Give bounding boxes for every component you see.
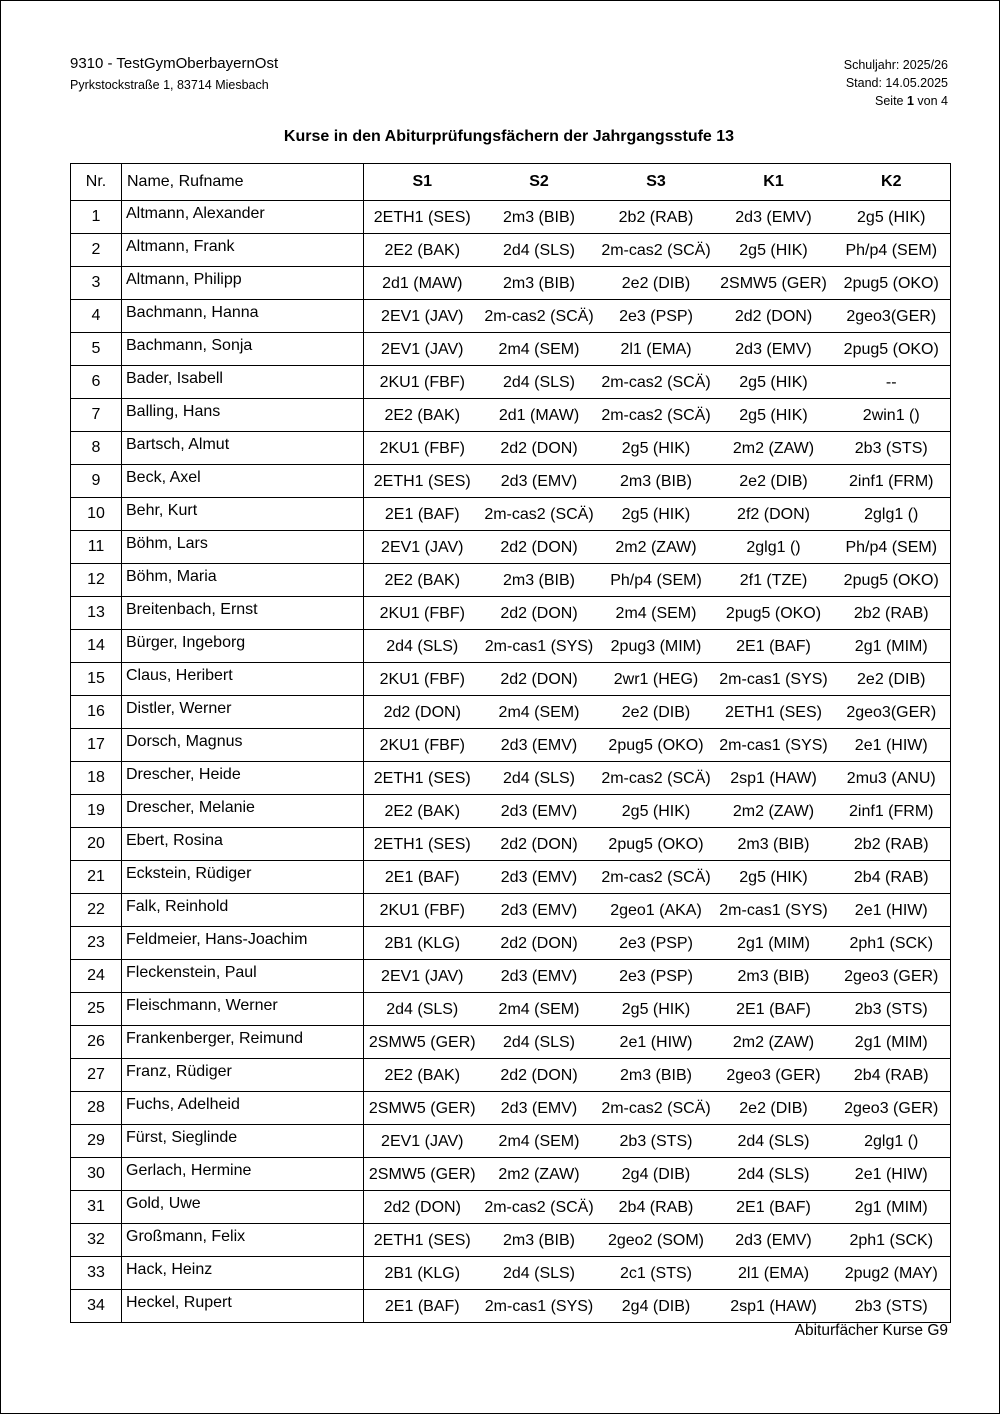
cell-s2: 2d3 (EMV) [481, 795, 598, 828]
cell-name: Böhm, Maria [122, 564, 364, 597]
cell-k2: 2ph1 (SCK) [833, 927, 951, 960]
table-row [71, 564, 951, 597]
cell-s3: 2wr1 (HEG) [598, 663, 715, 696]
table-row [71, 762, 951, 795]
cell-k1: 2d4 (SLS) [715, 1158, 833, 1191]
cell-s1: 2KU1 (FBF) [364, 366, 481, 399]
cell-k1: 2d3 (EMV) [715, 201, 833, 234]
table-row [71, 1191, 951, 1224]
cell-s2: 2m-cas2 (SCÄ) [481, 498, 598, 531]
table-row [71, 597, 951, 630]
cell-name: Dorsch, Magnus [122, 729, 364, 762]
cell-s3: 2b4 (RAB) [598, 1191, 715, 1224]
cell-s1: 2d2 (DON) [364, 1191, 481, 1224]
cell-name: Böhm, Lars [122, 531, 364, 564]
cell-s3: 2e3 (PSP) [598, 927, 715, 960]
cell-s2: 2d1 (MAW) [481, 399, 598, 432]
cell-nr: 1 [71, 201, 122, 234]
cell-name: Fürst, Sieglinde [122, 1125, 364, 1158]
cell-name: Großmann, Felix [122, 1224, 364, 1257]
cell-s2: 2m-cas1 (SYS) [481, 630, 598, 663]
cell-s2: 2m-cas1 (SYS) [481, 1290, 598, 1323]
column-header-s3: S3 [598, 164, 715, 201]
cell-s2: 2d3 (EMV) [481, 861, 598, 894]
cell-k2: 2g5 (HIK) [833, 201, 951, 234]
cell-s2: 2m3 (BIB) [481, 201, 598, 234]
cell-nr: 13 [71, 597, 122, 630]
cell-s1: 2E1 (BAF) [364, 1290, 481, 1323]
table-row [71, 531, 951, 564]
cell-s3: 2m-cas2 (SCÄ) [598, 861, 715, 894]
cell-name: Heckel, Rupert [122, 1290, 364, 1323]
table-row [71, 399, 951, 432]
cell-nr: 30 [71, 1158, 122, 1191]
cell-s2: 2m-cas2 (SCÄ) [481, 300, 598, 333]
column-header-k2: K2 [833, 164, 951, 201]
page-indicator [844, 92, 948, 110]
cell-s1: 2ETH1 (SES) [364, 1224, 481, 1257]
cell-k2: 2geo3(GER) [833, 300, 951, 333]
table-row [71, 1125, 951, 1158]
cell-k1: 2m-cas1 (SYS) [715, 894, 833, 927]
cell-s2: 2d2 (DON) [481, 663, 598, 696]
cell-s2: 2m4 (SEM) [481, 696, 598, 729]
cell-name: Gerlach, Hermine [122, 1158, 364, 1191]
cell-s3: 2m-cas2 (SCÄ) [598, 234, 715, 267]
cell-s3: 2geo2 (SOM) [598, 1224, 715, 1257]
cell-nr: 32 [71, 1224, 122, 1257]
cell-nr: 31 [71, 1191, 122, 1224]
cell-s2: 2m3 (BIB) [481, 1224, 598, 1257]
table-row [71, 498, 951, 531]
cell-name: Fuchs, Adelheid [122, 1092, 364, 1125]
cell-s3: 2pug5 (OKO) [598, 729, 715, 762]
cell-s2: 2d2 (DON) [481, 1059, 598, 1092]
cell-k2: Ph/p4 (SEM) [833, 234, 951, 267]
cell-s1: 2SMW5 (GER) [364, 1026, 481, 1059]
cell-k2: 2e1 (HIW) [833, 1158, 951, 1191]
cell-name: Fleckenstein, Paul [122, 960, 364, 993]
cell-k1: 2E1 (BAF) [715, 630, 833, 663]
cell-s1: 2d1 (MAW) [364, 267, 481, 300]
cell-s2: 2d3 (EMV) [481, 1092, 598, 1125]
cell-nr: 2 [71, 234, 122, 267]
column-header-nr: Nr. [71, 164, 122, 201]
cell-name: Balling, Hans [122, 399, 364, 432]
cell-s2: 2d3 (EMV) [481, 465, 598, 498]
table-row [71, 1026, 951, 1059]
cell-name: Beck, Axel [122, 465, 364, 498]
cell-name: Hack, Heinz [122, 1257, 364, 1290]
cell-s2: 2d4 (SLS) [481, 366, 598, 399]
cell-k2: 2win1 () [833, 399, 951, 432]
cell-s2: 2m3 (BIB) [481, 564, 598, 597]
cell-k2: 2pug5 (OKO) [833, 267, 951, 300]
table-row [71, 894, 951, 927]
cell-k1: 2f1 (TZE) [715, 564, 833, 597]
cell-k2: 2mu3 (ANU) [833, 762, 951, 795]
cell-nr: 9 [71, 465, 122, 498]
cell-s3: 2g5 (HIK) [598, 498, 715, 531]
cell-s1: 2ETH1 (SES) [364, 762, 481, 795]
table-row [71, 729, 951, 762]
cell-k2: 2ph1 (SCK) [833, 1224, 951, 1257]
cell-k2: 2geo3 (GER) [833, 1092, 951, 1125]
cell-name: Feldmeier, Hans-Joachim [122, 927, 364, 960]
cell-k2: 2inf1 (FRM) [833, 465, 951, 498]
cell-nr: 27 [71, 1059, 122, 1092]
cell-k1: 2m-cas1 (SYS) [715, 663, 833, 696]
cell-s1: 2EV1 (JAV) [364, 333, 481, 366]
cell-s2: 2d3 (EMV) [481, 729, 598, 762]
cell-nr: 22 [71, 894, 122, 927]
cell-s3: 2l1 (EMA) [598, 333, 715, 366]
cell-name: Breitenbach, Ernst [122, 597, 364, 630]
cell-s1: 2EV1 (JAV) [364, 960, 481, 993]
table-row [71, 630, 951, 663]
cell-k1: 2g5 (HIK) [715, 399, 833, 432]
cell-s2: 2d4 (SLS) [481, 762, 598, 795]
table-row [71, 663, 951, 696]
cell-s3: 2e2 (DIB) [598, 267, 715, 300]
cell-k1: 2d3 (EMV) [715, 333, 833, 366]
cell-k2: 2b3 (STS) [833, 1290, 951, 1323]
cell-k1: 2m2 (ZAW) [715, 432, 833, 465]
cell-name: Gold, Uwe [122, 1191, 364, 1224]
column-header-s2: S2 [481, 164, 598, 201]
cell-s2: 2d2 (DON) [481, 597, 598, 630]
cell-k2: 2pug5 (OKO) [833, 333, 951, 366]
cell-nr: 17 [71, 729, 122, 762]
cell-name: Altmann, Frank [122, 234, 364, 267]
table-row [71, 993, 951, 1026]
school-name: 9310 - TestGymOberbayernOst [70, 55, 279, 72]
table-row [71, 234, 951, 267]
cell-s2: 2m4 (SEM) [481, 1125, 598, 1158]
cell-nr: 33 [71, 1257, 122, 1290]
cell-name: Falk, Reinhold [122, 894, 364, 927]
cell-s1: 2E1 (BAF) [364, 498, 481, 531]
cell-k2: 2geo3 (GER) [833, 960, 951, 993]
cell-k1: 2m-cas1 (SYS) [715, 729, 833, 762]
table-row [71, 927, 951, 960]
cell-s1: 2E2 (BAK) [364, 1059, 481, 1092]
cell-name: Altmann, Alexander [122, 201, 364, 234]
cell-k1: 2d4 (SLS) [715, 1125, 833, 1158]
cell-nr: 18 [71, 762, 122, 795]
cell-name: Bachmann, Hanna [122, 300, 364, 333]
cell-k1: 2g1 (MIM) [715, 927, 833, 960]
cell-name: Bartsch, Almut [122, 432, 364, 465]
cell-s1: 2ETH1 (SES) [364, 201, 481, 234]
cell-s1: 2EV1 (JAV) [364, 531, 481, 564]
cell-s1: 2EV1 (JAV) [364, 1125, 481, 1158]
cell-s1: 2EV1 (JAV) [364, 300, 481, 333]
cell-k2: 2e2 (DIB) [833, 663, 951, 696]
cell-k2: 2inf1 (FRM) [833, 795, 951, 828]
cell-k2: 2g1 (MIM) [833, 630, 951, 663]
footer-label: Abiturfächer Kurse G9 [794, 1322, 948, 1339]
cell-s3: 2g4 (DIB) [598, 1158, 715, 1191]
cell-nr: 24 [71, 960, 122, 993]
cell-s1: 2B1 (KLG) [364, 1257, 481, 1290]
cell-name: Fleischmann, Werner [122, 993, 364, 1026]
cell-nr: 19 [71, 795, 122, 828]
cell-s2: 2d2 (DON) [481, 927, 598, 960]
cell-nr: 14 [71, 630, 122, 663]
table-row [71, 1059, 951, 1092]
cell-name: Bachmann, Sonja [122, 333, 364, 366]
cell-s3: 2b2 (RAB) [598, 201, 715, 234]
cell-nr: 16 [71, 696, 122, 729]
cell-name: Ebert, Rosina [122, 828, 364, 861]
cell-nr: 6 [71, 366, 122, 399]
cell-s3: 2g5 (HIK) [598, 993, 715, 1026]
cell-s3: 2e3 (PSP) [598, 960, 715, 993]
cell-nr: 20 [71, 828, 122, 861]
cell-name: Bader, Isabell [122, 366, 364, 399]
cell-k2: 2glg1 () [833, 1125, 951, 1158]
cell-s3: 2e3 (PSP) [598, 300, 715, 333]
cell-s3: 2pug3 (MIM) [598, 630, 715, 663]
cell-nr: 26 [71, 1026, 122, 1059]
cell-s2: 2d2 (DON) [481, 828, 598, 861]
column-header-name: Name, Rufname [122, 164, 364, 201]
cell-s2: 2d4 (SLS) [481, 234, 598, 267]
cell-s1: 2d2 (DON) [364, 696, 481, 729]
cell-name: Drescher, Heide [122, 762, 364, 795]
cell-s3: 2c1 (STS) [598, 1257, 715, 1290]
cell-name: Eckstein, Rüdiger [122, 861, 364, 894]
cell-k1: 2pug5 (OKO) [715, 597, 833, 630]
cell-s3: 2m3 (BIB) [598, 1059, 715, 1092]
school-address: Pyrkstockstraße 1, 83714 Miesbach [70, 78, 269, 92]
cell-k2: 2b2 (RAB) [833, 597, 951, 630]
table-row [71, 300, 951, 333]
cell-nr: 11 [71, 531, 122, 564]
cell-k1: 2l1 (EMA) [715, 1257, 833, 1290]
cell-k1: 2E1 (BAF) [715, 1191, 833, 1224]
cell-k1: 2e2 (DIB) [715, 465, 833, 498]
cell-s3: 2geo1 (AKA) [598, 894, 715, 927]
table-row [71, 1092, 951, 1125]
cell-s1: 2E1 (BAF) [364, 861, 481, 894]
cell-s3: 2m-cas2 (SCÄ) [598, 1092, 715, 1125]
cell-s1: 2E2 (BAK) [364, 399, 481, 432]
cell-k1: 2m2 (ZAW) [715, 795, 833, 828]
cell-s1: 2d4 (SLS) [364, 630, 481, 663]
cell-nr: 4 [71, 300, 122, 333]
report-date: Stand: 14.05.2025 [845, 76, 948, 90]
cell-k1: 2SMW5 (GER) [715, 267, 833, 300]
cell-k1: 2g5 (HIK) [715, 861, 833, 894]
table-row [71, 201, 951, 234]
cell-nr: 15 [71, 663, 122, 696]
cell-k2: -- [833, 366, 951, 399]
cell-s2: 2d2 (DON) [481, 531, 598, 564]
cell-s1: 2KU1 (FBF) [364, 894, 481, 927]
cell-k2: 2geo3(GER) [833, 696, 951, 729]
cell-k1: 2sp1 (HAW) [715, 1290, 833, 1323]
cell-k1: 2d3 (EMV) [715, 1224, 833, 1257]
cell-s1: 2KU1 (FBF) [364, 729, 481, 762]
cell-k2: 2g1 (MIM) [833, 1191, 951, 1224]
cell-k2: 2b3 (STS) [833, 993, 951, 1026]
cell-k1: 2m3 (BIB) [715, 828, 833, 861]
cell-name: Franz, Rüdiger [122, 1059, 364, 1092]
cell-s2: 2m4 (SEM) [481, 993, 598, 1026]
cell-s1: 2SMW5 (GER) [364, 1158, 481, 1191]
table-row [71, 795, 951, 828]
cell-k1: 2m2 (ZAW) [715, 1026, 833, 1059]
table-row [71, 828, 951, 861]
cell-s3: Ph/p4 (SEM) [598, 564, 715, 597]
table-row [71, 432, 951, 465]
cell-nr: 21 [71, 861, 122, 894]
table-row [71, 465, 951, 498]
cell-name: Altmann, Philipp [122, 267, 364, 300]
cell-nr: 10 [71, 498, 122, 531]
cell-s1: 2KU1 (FBF) [364, 663, 481, 696]
table-row [71, 696, 951, 729]
cell-k2: 2g1 (MIM) [833, 1026, 951, 1059]
table-row [71, 1224, 951, 1257]
cell-k1: 2g5 (HIK) [715, 234, 833, 267]
cell-nr: 34 [71, 1290, 122, 1323]
cell-s3: 2b3 (STS) [598, 1125, 715, 1158]
cell-k1: 2d2 (DON) [715, 300, 833, 333]
cell-nr: 29 [71, 1125, 122, 1158]
cell-name: Drescher, Melanie [122, 795, 364, 828]
cell-s2: 2m-cas2 (SCÄ) [481, 1191, 598, 1224]
cell-k1: 2sp1 (HAW) [715, 762, 833, 795]
cell-s1: 2ETH1 (SES) [364, 465, 481, 498]
courses-table [70, 163, 951, 1323]
cell-name: Distler, Werner [122, 696, 364, 729]
cell-s1: 2KU1 (FBF) [364, 432, 481, 465]
table-row [71, 1290, 951, 1323]
table-row [71, 861, 951, 894]
cell-s1: 2ETH1 (SES) [364, 828, 481, 861]
cell-s2: 2d3 (EMV) [481, 894, 598, 927]
cell-k2: 2b4 (RAB) [833, 861, 951, 894]
cell-name: Bürger, Ingeborg [122, 630, 364, 663]
cell-nr: 23 [71, 927, 122, 960]
cell-s1: 2E2 (BAK) [364, 795, 481, 828]
school-year: Schuljahr: 2025/26 [843, 58, 948, 72]
cell-s1: 2KU1 (FBF) [364, 597, 481, 630]
table-row [71, 333, 951, 366]
cell-nr: 3 [71, 267, 122, 300]
cell-nr: 28 [71, 1092, 122, 1125]
cell-k2: 2pug2 (MAY) [833, 1257, 951, 1290]
cell-k2: 2e1 (HIW) [833, 894, 951, 927]
cell-s3: 2m3 (BIB) [598, 465, 715, 498]
cell-k2: 2glg1 () [833, 498, 951, 531]
table-row [71, 960, 951, 993]
table-row [71, 366, 951, 399]
cell-s3: 2g5 (HIK) [598, 432, 715, 465]
table-header-row [71, 164, 951, 201]
cell-name: Behr, Kurt [122, 498, 364, 531]
cell-s1: 2d4 (SLS) [364, 993, 481, 1026]
cell-s2: 2m4 (SEM) [481, 333, 598, 366]
table-row [71, 267, 951, 300]
page-prefix: Seite [875, 94, 907, 108]
cell-s3: 2m-cas2 (SCÄ) [598, 762, 715, 795]
cell-s1: 2SMW5 (GER) [364, 1092, 481, 1125]
cell-s1: 2E2 (BAK) [364, 564, 481, 597]
cell-k1: 2E1 (BAF) [715, 993, 833, 1026]
column-header-k1: K1 [715, 164, 833, 201]
cell-s2: 2m3 (BIB) [481, 267, 598, 300]
cell-k1: 2f2 (DON) [715, 498, 833, 531]
cell-s3: 2m-cas2 (SCÄ) [598, 366, 715, 399]
cell-nr: 25 [71, 993, 122, 1026]
cell-k1: 2geo3 (GER) [715, 1059, 833, 1092]
cell-k2: 2pug5 (OKO) [833, 564, 951, 597]
cell-s3: 2e1 (HIW) [598, 1026, 715, 1059]
cell-k1: 2e2 (DIB) [715, 1092, 833, 1125]
cell-s2: 2d4 (SLS) [481, 1026, 598, 1059]
cell-k1: 2ETH1 (SES) [715, 696, 833, 729]
cell-s3: 2m2 (ZAW) [598, 531, 715, 564]
cell-s2: 2m2 (ZAW) [481, 1158, 598, 1191]
cell-k1: 2glg1 () [715, 531, 833, 564]
cell-s3: 2pug5 (OKO) [598, 828, 715, 861]
cell-s3: 2m-cas2 (SCÄ) [598, 399, 715, 432]
cell-k1: 2m3 (BIB) [715, 960, 833, 993]
cell-k2: 2b2 (RAB) [833, 828, 951, 861]
cell-k2: 2b3 (STS) [833, 432, 951, 465]
cell-s3: 2m4 (SEM) [598, 597, 715, 630]
cell-k2: 2b4 (RAB) [833, 1059, 951, 1092]
page-suffix: von 4 [913, 94, 948, 108]
cell-nr: 12 [71, 564, 122, 597]
cell-name: Claus, Heribert [122, 663, 364, 696]
report-meta [844, 56, 948, 110]
cell-nr: 8 [71, 432, 122, 465]
page-number: 1 [906, 94, 914, 108]
cell-nr: 5 [71, 333, 122, 366]
column-header-s1: S1 [364, 164, 481, 201]
cell-s3: 2g5 (HIK) [598, 795, 715, 828]
cell-name: Frankenberger, Reimund [122, 1026, 364, 1059]
table-row [71, 1257, 951, 1290]
cell-s1: 2B1 (KLG) [364, 927, 481, 960]
cell-s3: 2g4 (DIB) [598, 1290, 715, 1323]
page-title: Kurse in den Abiturprüfungsfächern der Jahrgangsstufe 13 [283, 128, 735, 145]
cell-k2: Ph/p4 (SEM) [833, 531, 951, 564]
cell-s2: 2d3 (EMV) [481, 960, 598, 993]
table-body [71, 201, 951, 1323]
cell-s2: 2d4 (SLS) [481, 1257, 598, 1290]
cell-nr: 7 [71, 399, 122, 432]
cell-k2: 2e1 (HIW) [833, 729, 951, 762]
cell-s2: 2d2 (DON) [481, 432, 598, 465]
cell-s3: 2e2 (DIB) [598, 696, 715, 729]
table-row [71, 1158, 951, 1191]
cell-k1: 2g5 (HIK) [715, 366, 833, 399]
cell-s1: 2E2 (BAK) [364, 234, 481, 267]
